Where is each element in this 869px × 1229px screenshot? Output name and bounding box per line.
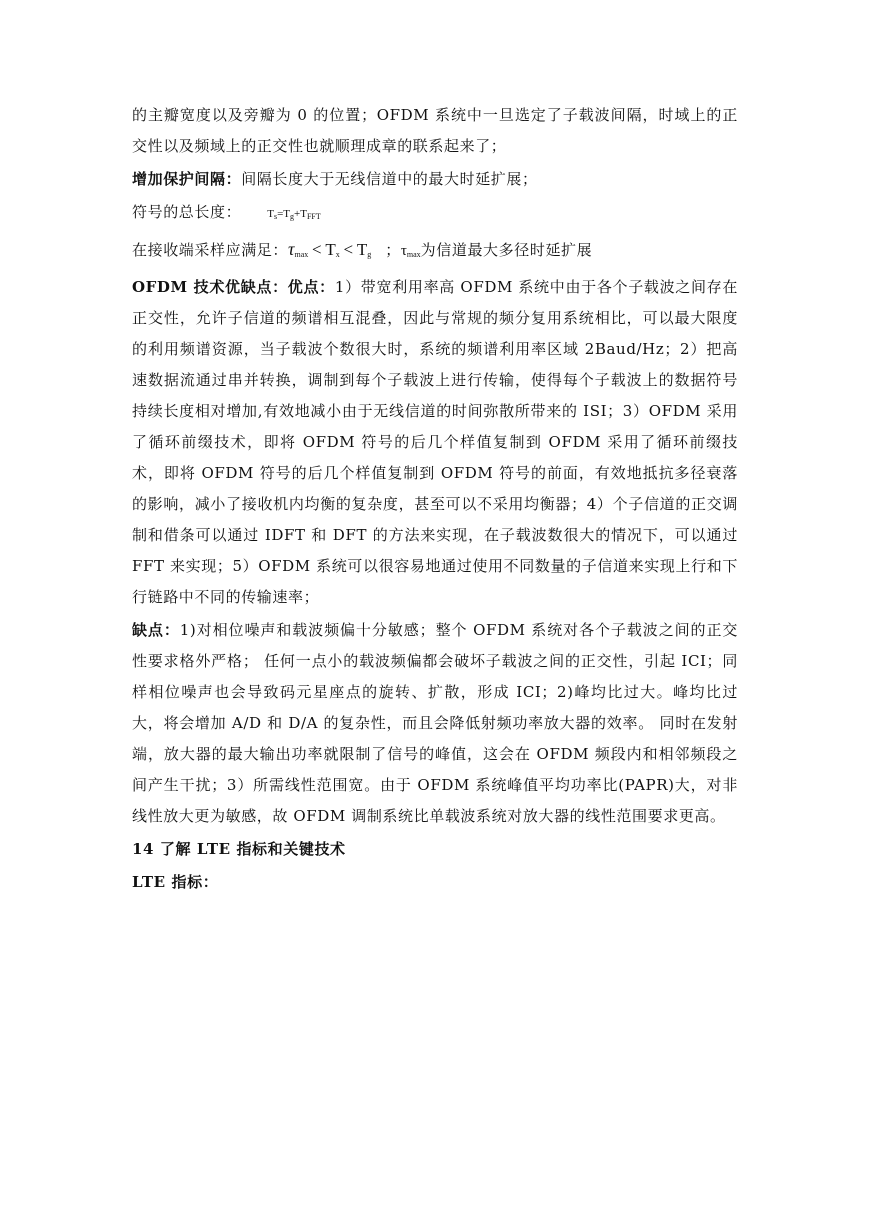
- sampling-description: 为信道最大多径时延扩展: [420, 241, 593, 259]
- ofdm-pros-cons-label: OFDM 技术优缺点：: [132, 278, 288, 296]
- symbol-length-label: 符号的总长度：: [132, 203, 242, 221]
- paragraph-guard-interval: [132, 164, 738, 195]
- advantages-text: 1）带宽利用率高 OFDM 系统中由于各个子载波之间存在正交性，允许子信道的频谱相互混叠，因此与常规的频分复用系统相比，可以最大限度的利用频谱资源，当子载波个数很大时，系统的频谱利用率区域 2Baud/Hz；2）把高速数据流通过串并转换，调制到每个子载波上进行传输，使得每个子载波上的数据符号持续长度相对增加,有效地减小由于无线信道的时间弥散所带来的 ISI；3）OFDM 采用了循环前缀技术，即将 OFDM 符号的后几个样值复制到 OFDM 采用了循环前缀技术，即将 OFDM 符号的后几个样值复制到 OFDM 符号的前面，有效地抵抗多径衰落的影响，减小了接收机内均衡的复杂度，甚至可以不采用均衡器；4）个子信道的正交调制和借条可以通过 IDFT 和 DFT 的方法来实现，在子载波数很大的情况下，可以通过 FFT 来实现；5）OFDM 系统可以很容易地通过使用不同数量的子信道来实现上行和下行链路中不同的传输速率；: [132, 278, 738, 606]
- tau-max-symbol: $\tau_{max}$: [400, 243, 421, 259]
- sampling-formula: $\tau_{max} < T_x < T_g$: [288, 239, 372, 259]
- paragraph-mainlobe: 的主瓣宽度以及旁瓣为 0 的位置；OFDM 系统中一旦选定了子载波间隔，时域上的正交性以及频域上的正交性也就顺理成章的联系起来了；: [132, 106, 738, 155]
- paragraph-sampling-condition: 在接收端采样应满足：$\tau_{max} < T_x < T_g$ ；$\tau_{max}$为信道最大多径时延扩展: [132, 239, 593, 259]
- lte-indicators-label: LTE 指标：: [132, 873, 219, 891]
- guard-interval-text: 间隔长度大于无线信道中的最大时延扩展；: [241, 170, 538, 188]
- advantages-label: 优点：: [287, 278, 335, 296]
- paragraph-disadvantages: [132, 615, 738, 832]
- document-body: [132, 100, 738, 898]
- disadvantages-label: 缺点：: [132, 621, 180, 639]
- guard-interval-label: 增加保护间隔：: [132, 170, 242, 188]
- paragraph-symbol-length: [132, 197, 738, 232]
- sampling-label: 在接收端采样应满足：: [132, 241, 289, 259]
- disadvantages-text: 1)对相位噪声和载波频偏十分敏感；整个 OFDM 系统对各个子载波之间的正交性要求格外严格； 任何一点小的载波频偏都会破坏子载波之间的正交性，引起 ICI；同样相位噪声也会导致码元星座点的旋转、扩散，形成 ICI；2)峰均比过大。峰均比过大，将会增加 A/D 和 D/A 的复杂性，而且会降低射频功率放大器的效率。 同时在发射端，放大器的最大输出功率就限制了信号的峰值，这会在 OFDM 频段内和相邻频段之间产生干扰；3）所需线性范围宽。由于 OFDM 系统峰值平均功率比(PAPR)大，对非线性放大更为敏感，故 OFDM 调制系统比单载波系统对放大器的线性范围要求更高。: [132, 621, 738, 825]
- paragraph-advantages: [132, 272, 738, 613]
- section-heading-14: 14 了解 LTE 指标和关键技术: [132, 840, 346, 858]
- symbol-length-formula: $T_s=T_g+T_{FFT}$: [267, 208, 321, 221]
